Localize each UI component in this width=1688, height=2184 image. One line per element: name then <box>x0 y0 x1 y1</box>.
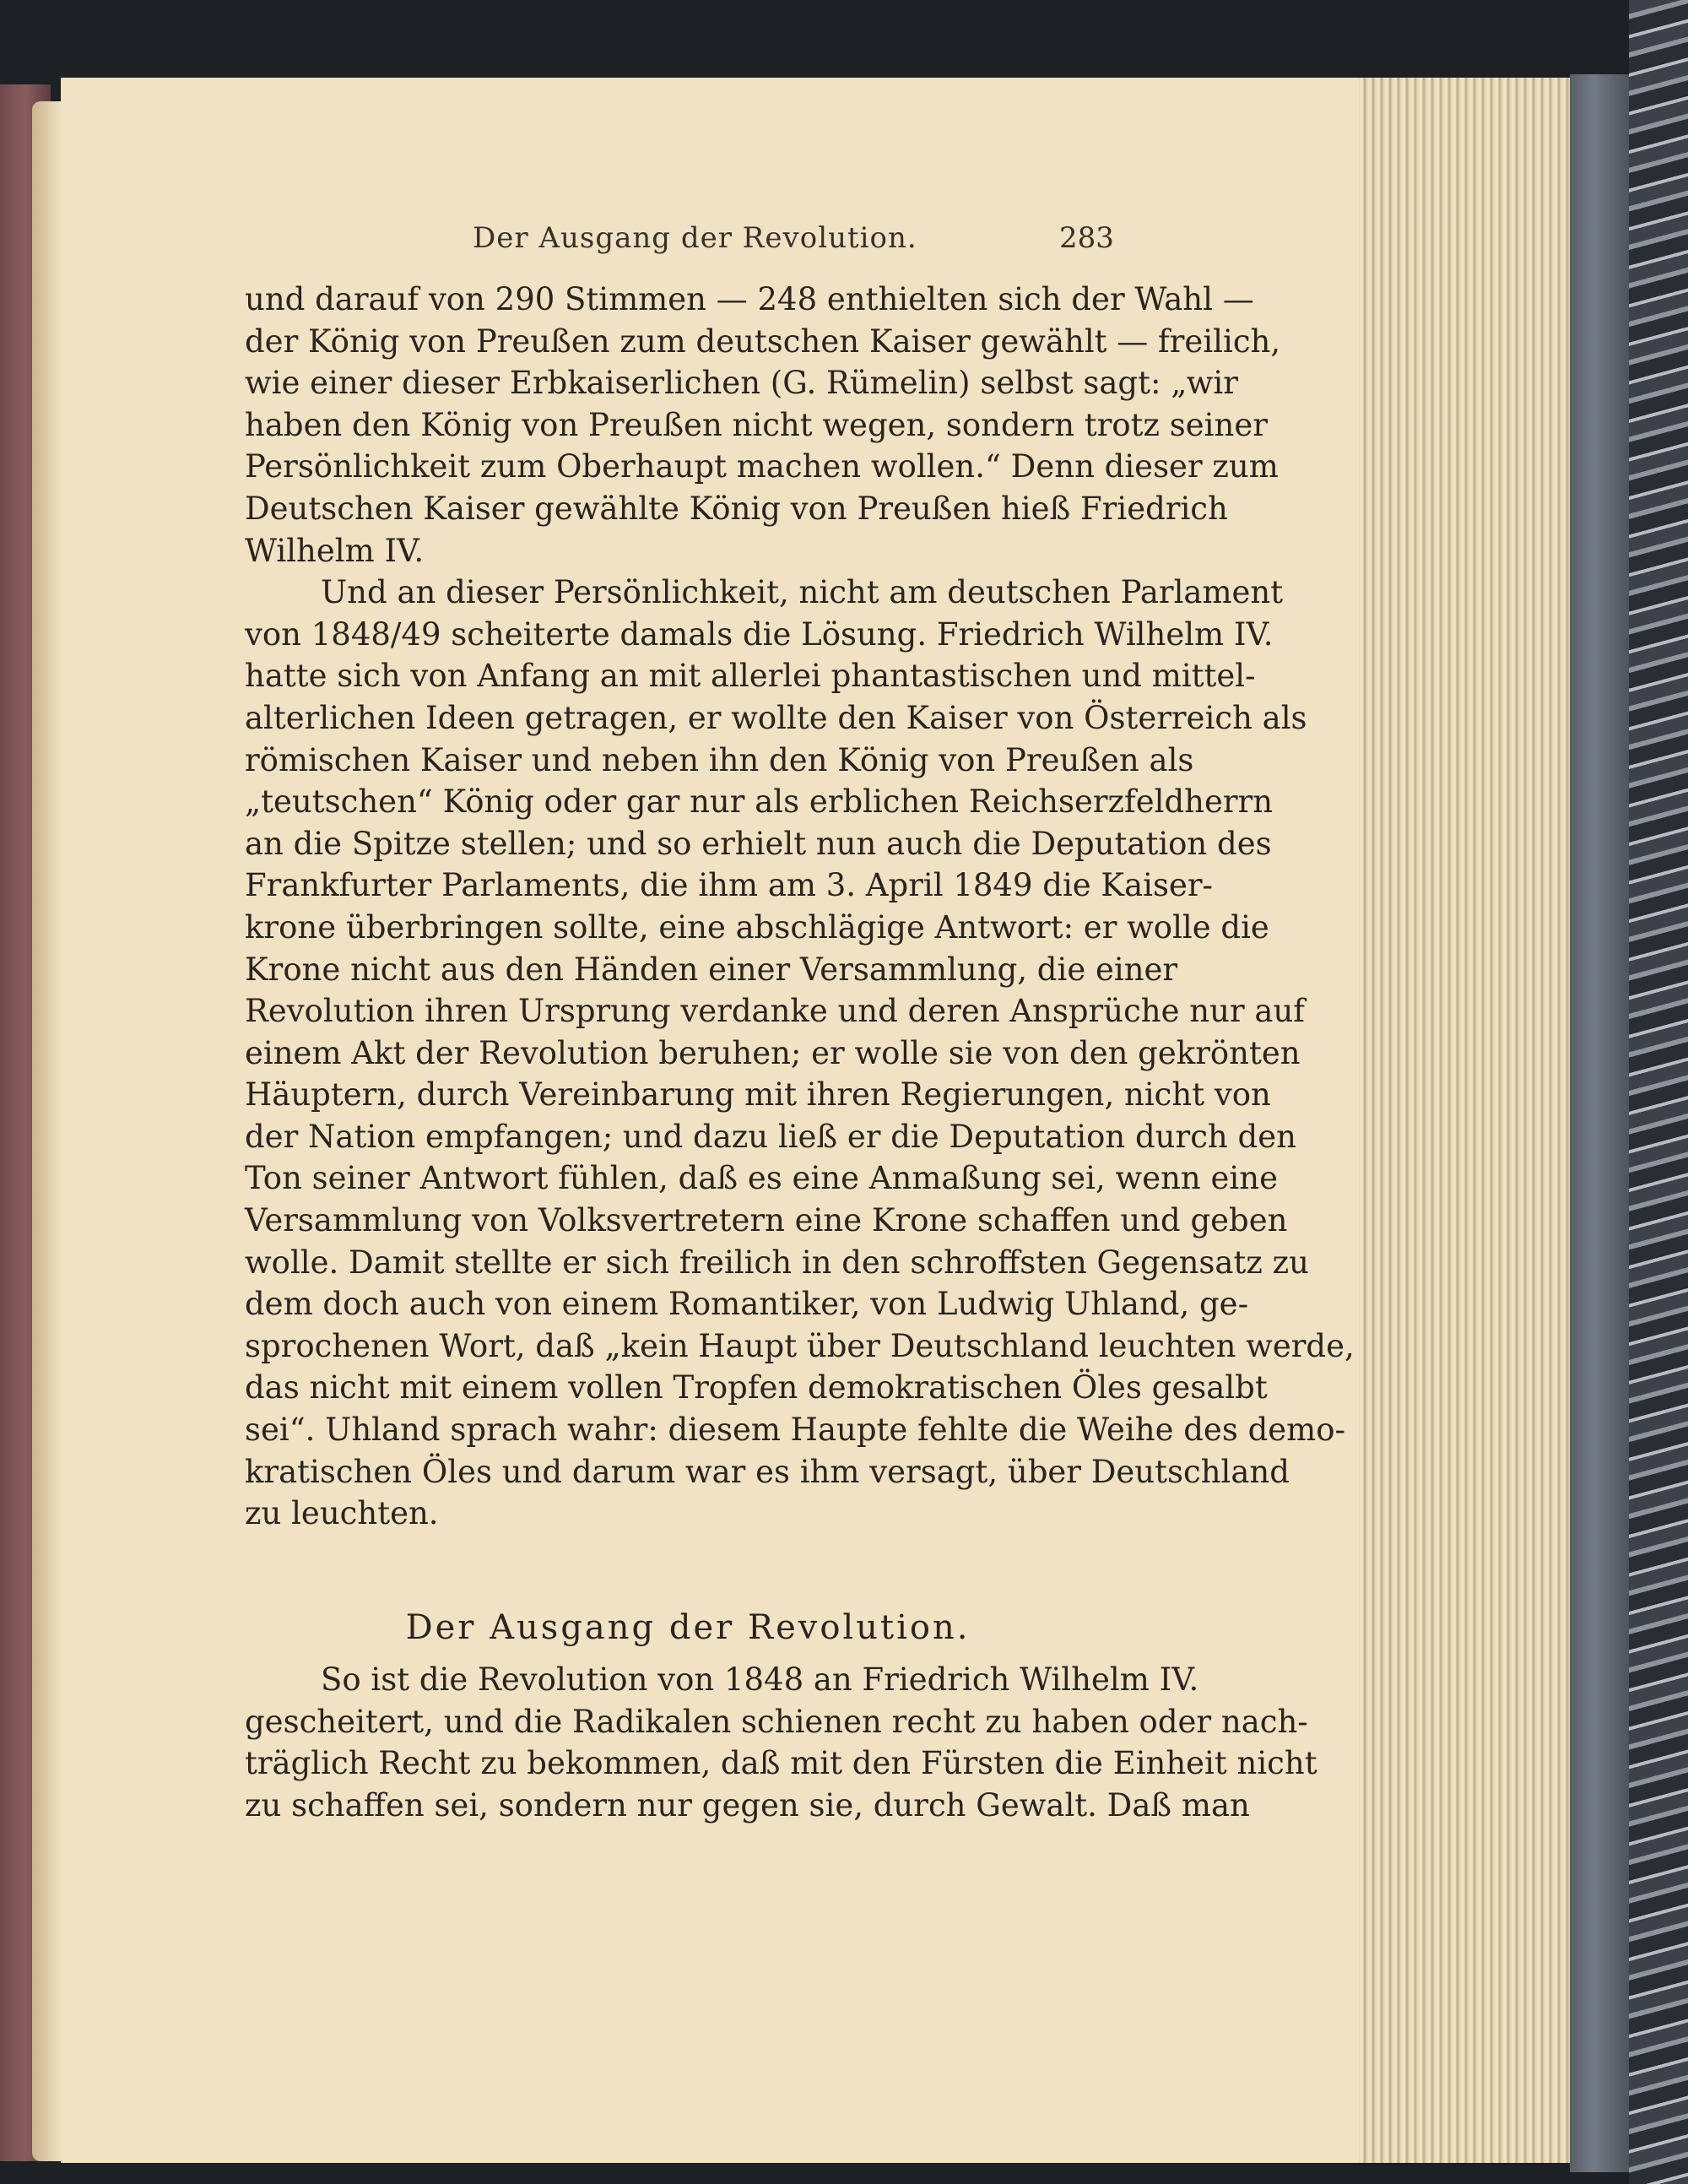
text-line: haben den König von Preußen nicht wegen, sondern trotz seiner <box>245 406 1268 443</box>
text-line: der König von Preußen zum deutschen Kaiser gewählt — freilich, <box>245 322 1281 360</box>
text-line: von 1848/49 scheiterte damals die Lösung. Friedrich Wilhelm IV. <box>245 615 1274 653</box>
text-line: krone überbringen sollte, eine abschlägige Antwort: er wolle die <box>245 908 1269 946</box>
text-line: alterlichen Ideen getragen, er wollte den Kaiser von Österreich als <box>245 699 1307 736</box>
text-line: römischen Kaiser und neben ihn den König von Preußen als <box>245 741 1194 778</box>
text-line: Versammlung von Volksvertretern eine Krone schaffen und geben <box>245 1202 1288 1239</box>
body-text-continued <box>245 1659 1317 1826</box>
text-line: Frankfurter Parlaments, die ihm am 3. April 1849 die Kaiser- <box>245 867 1214 904</box>
text-line: Und an dieser Persönlichkeit, nicht am deutschen Parlament <box>321 574 1284 611</box>
text-line: kratischen Öles und darum war es ihm versagt, über Deutschland <box>245 1453 1290 1490</box>
text-line: Revolution ihren Ursprung verdanke und deren Ansprüche nur auf <box>245 993 1305 1030</box>
text-line: träglich Recht zu bekommen, daß mit den Fürsten die Einheit nicht <box>245 1745 1317 1782</box>
section-heading: Der Ausgang der Revolution. <box>405 1608 971 1647</box>
text-line: „teutschen“ König oder gar nur als erblichen Reichserzfeldherrn <box>245 783 1274 821</box>
text-line: und darauf von 290 Stimmen — 248 enthielten sich der Wahl — <box>245 281 1254 317</box>
text-line: hatte sich von Anfang an mit allerlei phantastischen und mittel- <box>245 658 1256 695</box>
left-page-edge <box>32 101 61 2161</box>
text-line: Häuptern, durch Vereinbarung mit ihren Regierungen, nicht von <box>245 1076 1271 1114</box>
page-number: 283 <box>1059 221 1114 255</box>
text-line: der Nation empfangen; und dazu ließ er die Deputation durch den <box>245 1118 1296 1155</box>
text-line: das nicht mit einem vollen Tropfen demokratischen Öles gesalbt <box>245 1369 1268 1406</box>
text-line: So ist die Revolution von 1848 an Friedrich Wilhelm IV. <box>321 1661 1199 1698</box>
text-line: zu leuchten. <box>245 1495 439 1532</box>
text-line: Wilhelm IV. <box>245 532 425 569</box>
body-text <box>245 279 1355 1535</box>
text-line: Ton seiner Antwort fühlen, daß es eine Anmaßung sei, wenn eine <box>245 1160 1278 1197</box>
running-title: Der Ausgang der Revolution. <box>473 221 917 255</box>
text-line: wie einer dieser Erbkaiserlichen (G. Rümelin) selbst sagt: „wir <box>245 365 1238 402</box>
text-line: Krone nicht aus den Händen einer Versammlung, die einer <box>245 951 1178 988</box>
marbled-cover <box>1629 0 1688 2184</box>
text-line: dem doch auch von einem Romantiker, von Ludwig Uhland, ge- <box>245 1286 1249 1323</box>
text-line: Deutschen Kaiser gewählte König von Preußen hieß Friedrich <box>245 490 1228 527</box>
book-board <box>1570 74 1629 2172</box>
text-line: an die Spitze stellen; und so erhielt nun auch die Deputation des <box>245 825 1272 862</box>
text-line: einem Akt der Revolution beruhen; er wolle sie von den gekrönten <box>245 1034 1301 1071</box>
text-line: zu schaffen sei, sondern nur gegen sie, durch Gewalt. Daß man <box>245 1786 1250 1824</box>
text-line: sprochenen Wort, daß „kein Haupt über Deutschland leuchten werde, <box>245 1327 1355 1364</box>
text-line: wolle. Damit stellte er sich freilich in den schroffsten Gegensatz zu <box>245 1244 1309 1281</box>
page-edges <box>1359 78 1587 2163</box>
text-line: gescheitert, und die Radikalen schienen recht zu haben oder nach- <box>245 1703 1308 1740</box>
text-line: Persönlichkeit zum Oberhaupt machen wollen.“ Denn dieser zum <box>245 448 1279 485</box>
text-line: sei“. Uhland sprach wahr: diesem Haupte fehlte die Weihe des demo- <box>245 1412 1346 1449</box>
